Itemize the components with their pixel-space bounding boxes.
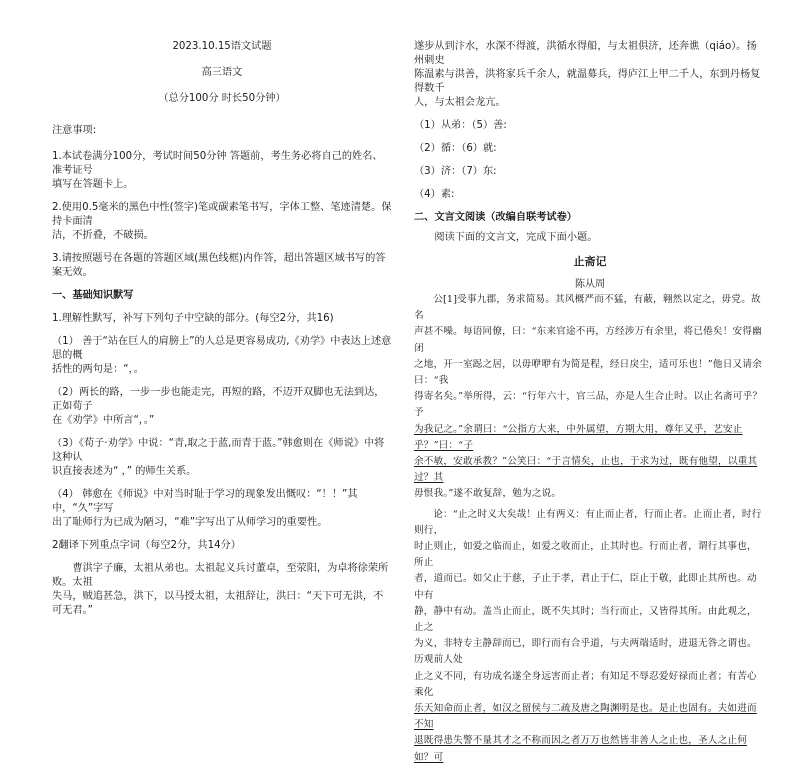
question-1-1b: 括性的两句是：“，。 [52,364,144,375]
essay-line-3: 之地，开一室跽之居，以毋咿咿有为简是程，经日戾尘，适可乐也！”他日又请余曰：“我 [414,358,762,387]
question-1-4a: （4） 韩愈在《师说》中对当时耻于学习的现象发出慨叹：“！！”其中，“久”字写 [52,489,358,514]
exam-grade: 高三语文 [201,67,243,78]
notice-item-2b: 洁，不折叠，不破损。 [52,230,154,241]
answer-line-4: （4）素: [414,189,455,200]
notice-item-1a: 1.本试卷满分100分，考试时间50分钟 答题前，考生务必将自己的姓名、准考证号 [52,151,383,176]
section1-heading: 一、基础知识默写 [52,290,134,301]
essay-line-4: 得寄名矣。”举所得，云：“行年六十，官三品，亦是人生合止时。以止名斋可乎？予 [414,391,763,419]
essay-line-11: 静，静中有动。盖当止而止，既不失其时；当行而止，又皆得其所。由此观之，止之 [414,605,757,634]
essay-line-13: 止之义不同，有功成名遂全身远害而止者；有知足不辱忍爱好禄而止者；有苦心乘化 [414,670,757,698]
essay-line-5: 为我记之。”余谓曰：“公指方大来，中外属望，方期大用，尊年又乎，艺安止乎？”曰：“子 [414,423,743,451]
exam-score-time: （总分100分 时长50分钟） [158,93,286,104]
question-2: 2翻译下列重点字词（每空2分，共14分） [52,540,241,551]
question-1-1a: （1） 善于“站在巨人的肩膀上”的人总是更容易成功,《劝学》中表达上述意思的概 [52,336,392,361]
notice-item-3: 3.请按照题号在各题的答题区域(黑色线框)内作答，超出答题区域书写的答案无效。 [52,253,386,278]
essay-line-6: 余不敏，安敢承教？”公笑曰：“于言情矣，止也，于求为过，既有他望，以重其过？其 [414,456,758,484]
question-1-2a: （2）两长的路，一步一步也能走完，再短的路，不迈开双脚也无法到达，正如荀子 [52,387,385,412]
passage-cont-c: 人，与太祖会龙亢。 [414,97,506,108]
notice-item-2a: 2.使用0.5毫米的黑色中性(签字)笔或碳素笔书写，字体工整、笔迹清楚。保持卡面清 [52,202,392,227]
left-column [52,40,392,618]
essay-line-8: 论：“止之时义大矣哉！止有两义：有止而止者，行而止者。止而止者，时行则行， [414,508,762,536]
essay-title: 止斋记 [573,255,607,268]
section2-instruction: 阅读下面的文言文，完成下面小题。 [434,232,598,243]
answer-line-1: （1）从弟：（5）善: [414,120,507,131]
essay-line-2-text: 声甚不噪。每语同僚，曰：“东来官途不再，方经涉万有余里，将已倦矣！安得幽闭 [414,326,762,354]
essay-line-2 [414,324,766,356]
exam-date-title: 2023.10.15语文试题 [172,41,272,52]
notice-heading: 注意事项: [52,125,97,136]
question-1-3b: 识直接表述为“ ，” 的师生关系。 [52,466,197,477]
passage-2-line-b: 失马，贼追甚急，洪下，以马授太祖，太祖辞让，洪曰：“天下可无洪，不可无君。” [52,591,384,616]
essay-author: 陈从周 [575,279,605,290]
answer-line-2: （2）循：（6）就: [414,143,497,154]
essay-line-14: 乐天知命而止者，如汉之留侯与二疏及唐之陶渊明是也。是止也固有。夫如进而不知 [414,703,757,731]
notice-item-1b: 填写在答题卡上。 [52,179,134,190]
essay-line-7: 毋恨我。”遂不敢复辞，勉为之说。 [414,488,562,500]
essay-line-10: 者，道而已。如父止于慈，子止于孝，君止于仁，臣止于敬，此即止其所也。动中有 [414,573,757,601]
question-1: 1.理解性默写，补写下列句子中空缺的部分。(每空2分，共16) [52,313,334,324]
essay-line-9: 时止则止，如爱之临而止，如爱之收而止，止其时也。行而止者，谓行其事也，所止 [414,541,757,569]
section2-heading: 二、文言文阅读（改编自联考试卷） [414,212,577,223]
right-column [414,40,766,766]
passage-cont-b: 陈温素与洪善，洪将家兵千余人，就温募兵，得庐江上甲二千人，东到丹杨复得数千 [414,69,761,94]
question-1-2b: 在《劝学》中所言“，。” [52,415,155,426]
passage-cont-a: 遂步从到汴水，水深不得渡，洪循水得船，与太祖俱济，还奔谯（qiáo）。扬州刺史 [414,41,757,66]
question-1-3a: （3）《荀子·劝学》中说：“青,取之于蓝,而青于蓝。”韩愈则在《师说》中将这种认 [52,438,385,463]
essay-line-15: 退既得患失警不量其才之不称而因之者万万也然皆非善人之止也，圣人之止何如？可 [414,735,747,763]
answer-line-3: （3）济：（7）东: [414,166,497,177]
essay-line-12: 为义，非特专主静辞而已，即行而有合乎道，与夫两端适时，进退无咎之谓也。历观前人处 [414,638,757,666]
question-1-4b: 出了耻师行为已成为陋习，“难”字写出了从师学习的重要性。 [52,517,328,528]
essay-line-1: 公[1]受事九郡，务求简易。其风概严而不猛，有蔽，翱然以定之，毋党。故名 [414,294,761,322]
passage-2-line-a: 曹洪字子廉，太祖从弟也。太祖起义兵讨董卓，至荥阳，为卓将徐荣所败。太祖 [52,563,389,588]
